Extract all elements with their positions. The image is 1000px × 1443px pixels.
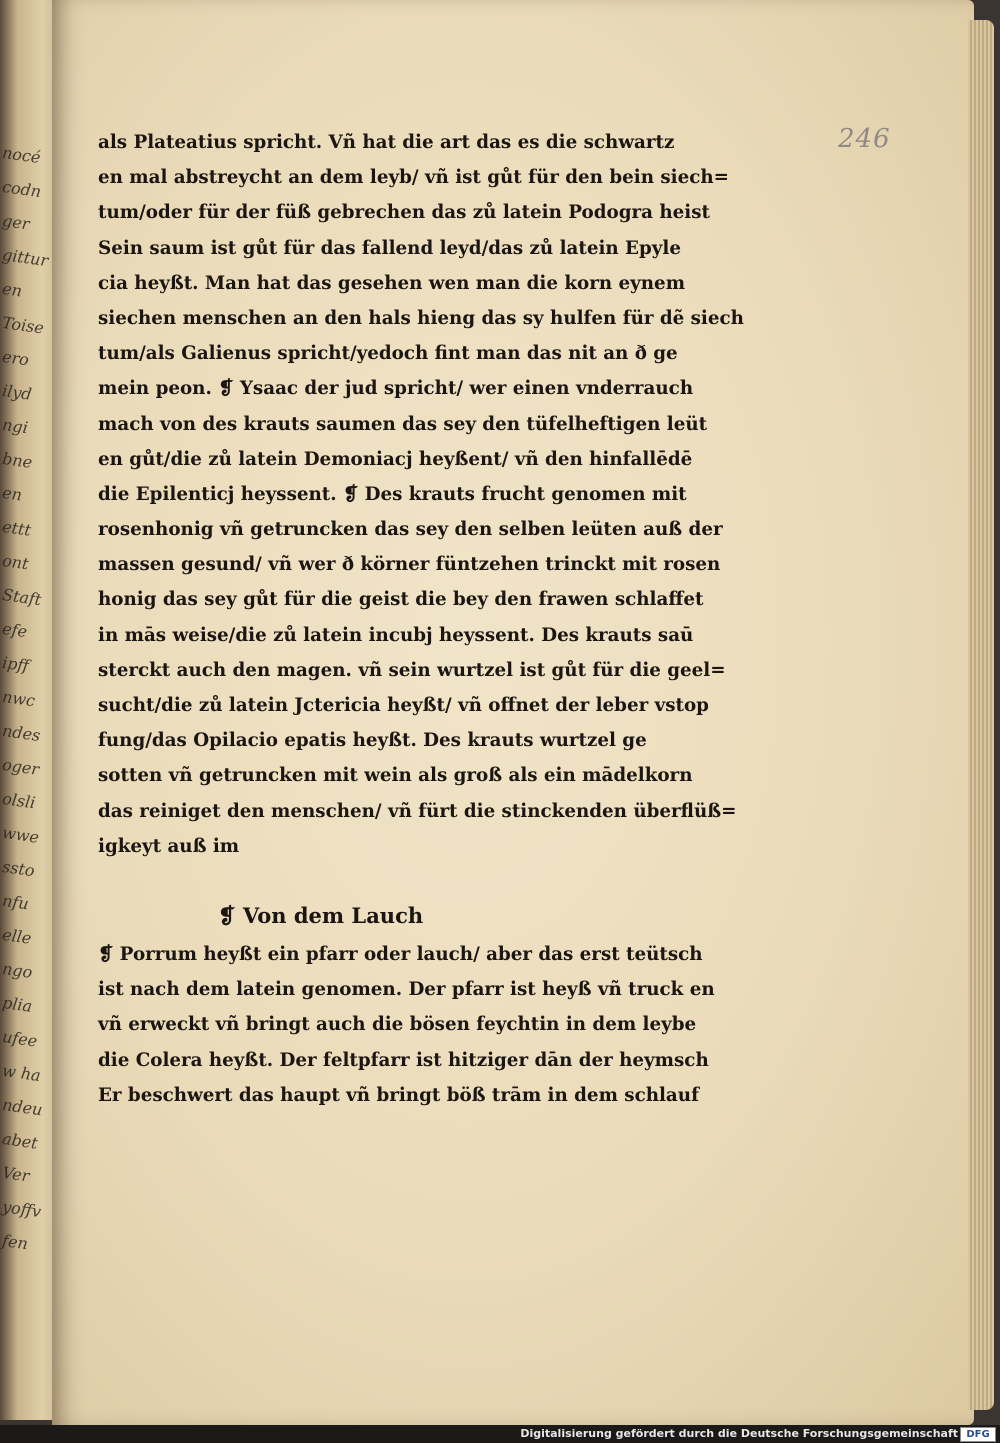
text-line: massen gesund/ vñ wer ð körner füntzehen trinckt mit rosen: [98, 554, 721, 576]
left-page-fragment: ndes: [1, 720, 42, 746]
left-page-fragment: fen: [1, 1230, 30, 1254]
text-line: siechen menschen an den hals hieng das sy hulfen für dẽ siech: [98, 307, 744, 329]
left-page-fragment: ssto: [1, 856, 36, 881]
left-page-fragment: plia: [1, 992, 34, 1016]
dfg-logo: DFG: [960, 1427, 996, 1442]
text-line: en mal abstreycht an dem leyb/ vñ ist gůt für den bein siech=: [98, 167, 729, 189]
text-line: cia heyßt. Man hat das gesehen wen man die korn eynem: [98, 272, 686, 294]
text-line: honig das sey gůt für die geist die bey den frawen schlaffet: [98, 589, 704, 611]
left-page-fragment: Ver: [1, 1162, 31, 1186]
left-page-fragment: elle: [1, 924, 33, 948]
left-page-fragment: Staft: [1, 584, 43, 610]
left-page-fragment: ngo: [1, 958, 34, 982]
left-page-fragment: abet: [1, 1128, 40, 1153]
left-page-fragment: oger: [1, 754, 41, 779]
text-line: sotten vñ getruncken mit wein als groß als ein mādelkorn: [98, 765, 693, 787]
left-page-fragment: olsli: [1, 788, 37, 813]
folio-number: 246: [838, 124, 891, 154]
left-page-fragment: en: [1, 482, 24, 505]
left-page-fragment: w ha: [1, 1060, 42, 1086]
text-line: fung/das Opilacio epatis heyßt. Des krauts wurtzel ge: [98, 730, 647, 752]
left-page-fragment: ilyd: [1, 380, 33, 404]
text-line: Sein saum ist gůt für das fallend leyd/das zů latein Epyle: [98, 237, 681, 259]
text-line: die Colera heyßt. Der feltpfarr ist hitziger dān der heymsch: [98, 1049, 709, 1071]
text-line: sucht/die zů latein Jctericia heyßt/ vñ offnet der leber vstop: [98, 695, 709, 716]
left-page-fragment: ont: [1, 550, 30, 574]
left-page-fragment: Toise: [1, 312, 46, 338]
text-line: tum/oder für der füß gebrechen das zů latein Podogra heist: [98, 202, 710, 224]
footer-bar: [0, 1425, 1000, 1443]
left-page-fragment: ettt: [1, 516, 33, 540]
left-page-fragment: nwc: [1, 686, 37, 711]
section-text-block: [98, 937, 738, 1113]
text-line: die Epilenticj heyssent. ❡ Des krauts frucht genomen mit: [98, 483, 687, 505]
text-line: ist nach dem latein genomen. Der pfarr ist heyß vñ truck en: [98, 979, 715, 1001]
left-page-fragment: ngi: [1, 414, 30, 438]
text-line: igkeyt auß im: [98, 835, 240, 857]
section-heading: ❡ Von dem Lauch: [218, 903, 424, 928]
text-line: mach von des krauts saumen das sey den tüfelheftigen leüt: [98, 413, 708, 435]
left-page-fragment: codn: [1, 176, 43, 202]
left-page-fragment: wwe: [1, 822, 41, 847]
text-line: mein peon. ❡ Ysaac der jud spricht/ wer einen vnderrauch: [98, 378, 694, 400]
left-page-fragment: ipff: [1, 652, 31, 676]
text-line: das reiniget den menschen/ vñ fürt die stinckenden überflüß=: [98, 800, 737, 822]
text-line: ❡ Porrum heyßt ein pfarr oder lauch/ aber das erst teütsch: [98, 944, 703, 965]
left-page-fragment: gittur: [1, 244, 50, 271]
left-page-fragment: efe: [1, 618, 29, 642]
left-page-fragment: yoffv: [1, 1196, 43, 1222]
left-page-fragment: ufee: [1, 1026, 39, 1051]
left-page-fragment: nocé: [1, 142, 42, 168]
text-line: Er beschwert das haupt vñ bringt böß trām in dem schlauf: [98, 1084, 699, 1106]
left-page-fragment: bne: [1, 448, 34, 472]
text-line: als Plateatius spricht. Vñ hat die art das es die schwartz: [98, 132, 675, 153]
text-line: vñ erweckt vñ bringt auch die bösen feychtin in dem leybe: [98, 1014, 697, 1036]
footer-credit: Digitalisierung gefördert durch die Deutsche Forschungsgemeinschaft: [520, 1427, 958, 1440]
text-line: rosenhonig vñ getruncken das sey den selben leüten auß der: [98, 519, 723, 541]
left-page-fragment: ndeu: [1, 1094, 44, 1120]
left-page-fragment: nfu: [1, 890, 30, 914]
left-page-fragment: en: [1, 278, 24, 301]
main-text-block: [98, 125, 744, 864]
text-line: sterckt auch den magen. vñ sein wurtzel ist gůt für die geel=: [98, 659, 726, 681]
text-line: in mās weise/die zů latein incubj heyssent. Des krauts saū: [98, 624, 694, 646]
text-line: en gůt/die zů latein Demoniacj heyßent/ vñ den hinfallēdē: [98, 448, 693, 470]
page-stack-edge: [968, 20, 994, 1410]
left-page-fragment: ger: [1, 210, 31, 234]
text-line: tum/als Galienus spricht/yedoch fint man das nit an ð ge: [98, 343, 678, 365]
left-page-fragment: ero: [1, 346, 31, 370]
